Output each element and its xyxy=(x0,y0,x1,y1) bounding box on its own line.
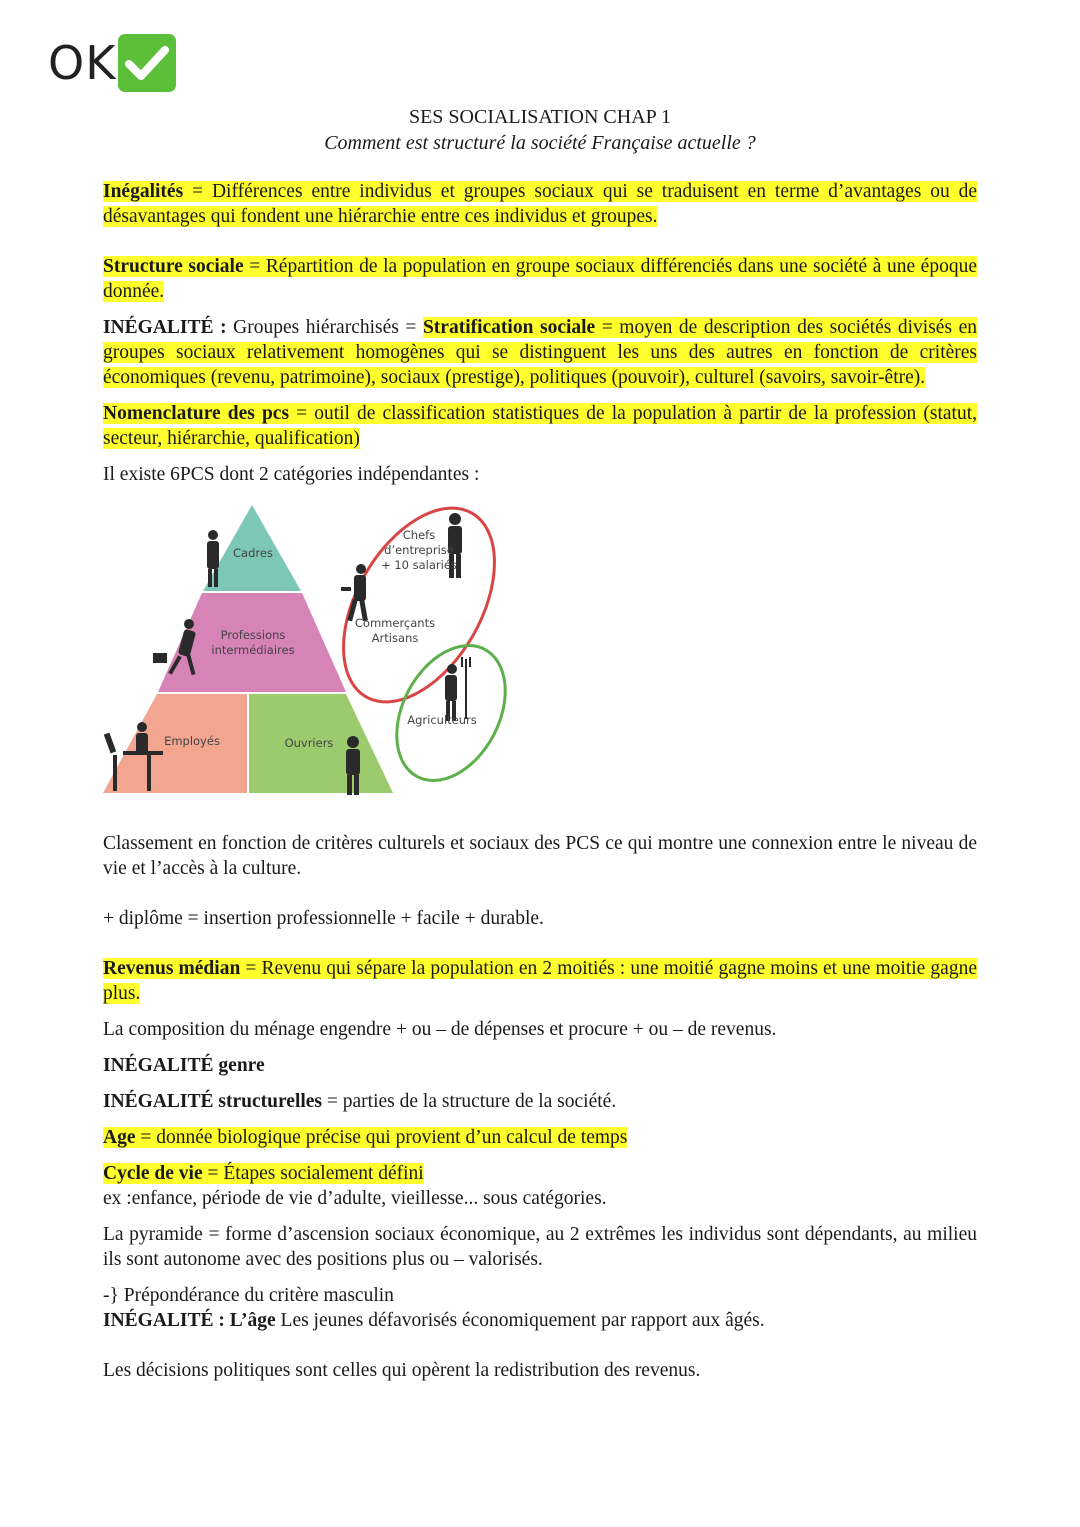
pyramide-note: La pyramide = forme d’ascension sociaux économique, au 2 extrêmes les individus sont dépendants, au milieu ils sont autonome avec des positions plus ou – valorisés. xyxy=(103,1224,977,1270)
label-agriculteurs: Agriculteurs xyxy=(407,713,477,727)
pcs-intro: Il existe 6PCS dont 2 catégories indépendantes : xyxy=(103,464,480,485)
term: Structure sociale xyxy=(103,256,244,277)
label-ouvriers: Ouvriers xyxy=(284,736,334,750)
pcs-classement: Classement en fonction de critères culturels et sociaux des PCS ce qui montre une connexion entre le niveau de vie et l’accès à la culture. xyxy=(103,833,977,879)
term: INÉGALITÉ structurelles xyxy=(103,1091,323,1112)
document-header xyxy=(0,104,1080,156)
definition-text: Les jeunes défavorisés économiquement par rapport aux âgés. xyxy=(275,1310,765,1331)
label-employes: Employés xyxy=(164,734,220,748)
label-cadres: Cadres xyxy=(233,546,273,560)
critere-masculin: -} Prépondérance du critère masculin xyxy=(103,1285,394,1306)
agriculteur-person-icon xyxy=(445,657,471,721)
inegalite-structurelles xyxy=(103,1089,977,1114)
inegalite-genre: INÉGALITÉ genre xyxy=(103,1055,265,1076)
term: INÉGALITÉ : xyxy=(103,317,227,338)
term: Nomenclature des pcs xyxy=(103,403,290,424)
definition-text: = Différences entre individus et groupes sociaux qui se traduisent en terme d’avantages ou de désavantages qui fondent une hiérarchie entre ces individus et groupes. xyxy=(103,181,977,227)
label-entreprise: d’entreprise xyxy=(384,543,454,557)
menage-note: La composition du ménage engendre + ou – de dépenses et procure + ou – de revenus. xyxy=(103,1019,777,1040)
definition-text: = donnée biologique précise qui provient d’un calcul de temps xyxy=(135,1127,628,1148)
ok-text: OK xyxy=(48,36,117,90)
term: Age xyxy=(103,1127,136,1148)
definition-text: = moyen de description des sociétés divisés en groupes sociaux relativement homogènes qui se distinguent les uns des autres en fonction de critères économiques (revenu, patrimoine), sociaux (prestige), politiques (pouvoir), culturel (savoirs, savoir-être). xyxy=(103,317,977,388)
term: Stratification sociale xyxy=(422,317,596,338)
diplome-note: + diplôme = insertion professionnelle + facile + durable. xyxy=(103,908,544,929)
definition-structure-sociale xyxy=(103,254,977,304)
term: Cycle de vie xyxy=(103,1163,203,1184)
definition-age xyxy=(103,1125,977,1150)
document-subtitle: Comment est structuré la société Française actuelle ? xyxy=(324,132,756,154)
label-chefs: Chefs xyxy=(402,528,436,542)
pcs-pyramid-diagram xyxy=(103,493,977,831)
check-mark-icon xyxy=(118,34,176,92)
label-commercants: Commerçants xyxy=(354,616,436,630)
definition-cycle-de-vie xyxy=(103,1161,977,1211)
document-title: SES SOCIALISATION CHAP 1 xyxy=(408,106,672,128)
cycle-examples: ex :enfance, période de vie d’adulte, vieillesse... sous catégories. xyxy=(103,1188,607,1209)
definition-text: = Revenu qui sépare la population en 2 moitiés : une moitié gagne moins et une moitie gagne plus. xyxy=(103,958,977,1004)
definition-revenus-median xyxy=(103,956,977,1006)
label-salaries: + 10 salariés xyxy=(381,558,457,572)
term: Revenus médian xyxy=(103,958,241,979)
definition-stratification xyxy=(103,315,977,390)
commercant-person-icon xyxy=(341,564,368,621)
definition-text: = parties de la structure de la société. xyxy=(322,1091,617,1112)
term: Inégalités xyxy=(103,181,184,202)
document-body xyxy=(103,179,977,1383)
ok-badge xyxy=(48,34,176,92)
redistribution-note: Les décisions politiques sont celles qui opèrent la redistribution des revenus. xyxy=(103,1360,701,1381)
inline-text: Groupes hiérarchisés = xyxy=(226,317,423,338)
definition-text: = outil de classification statistiques de la population à partir de la profession (statut, secteur, hiérarchie, qualification) xyxy=(103,403,977,449)
label-artisans: Artisans xyxy=(371,631,419,645)
definition-nomenclature xyxy=(103,401,977,451)
definition-inegalites xyxy=(103,179,977,229)
definition-text: = Répartition de la population en groupe sociaux différenciés dans une société à une époque donnée. xyxy=(103,256,977,302)
age-inequality xyxy=(103,1283,977,1333)
label-intermediaires: intermédiaires xyxy=(211,643,295,657)
definition-text: = Étapes socialement défini xyxy=(202,1163,424,1184)
intermediaire-person-icon xyxy=(153,619,196,675)
label-professions: Professions xyxy=(220,628,286,642)
term: INÉGALITÉ : L’âge xyxy=(103,1310,276,1331)
